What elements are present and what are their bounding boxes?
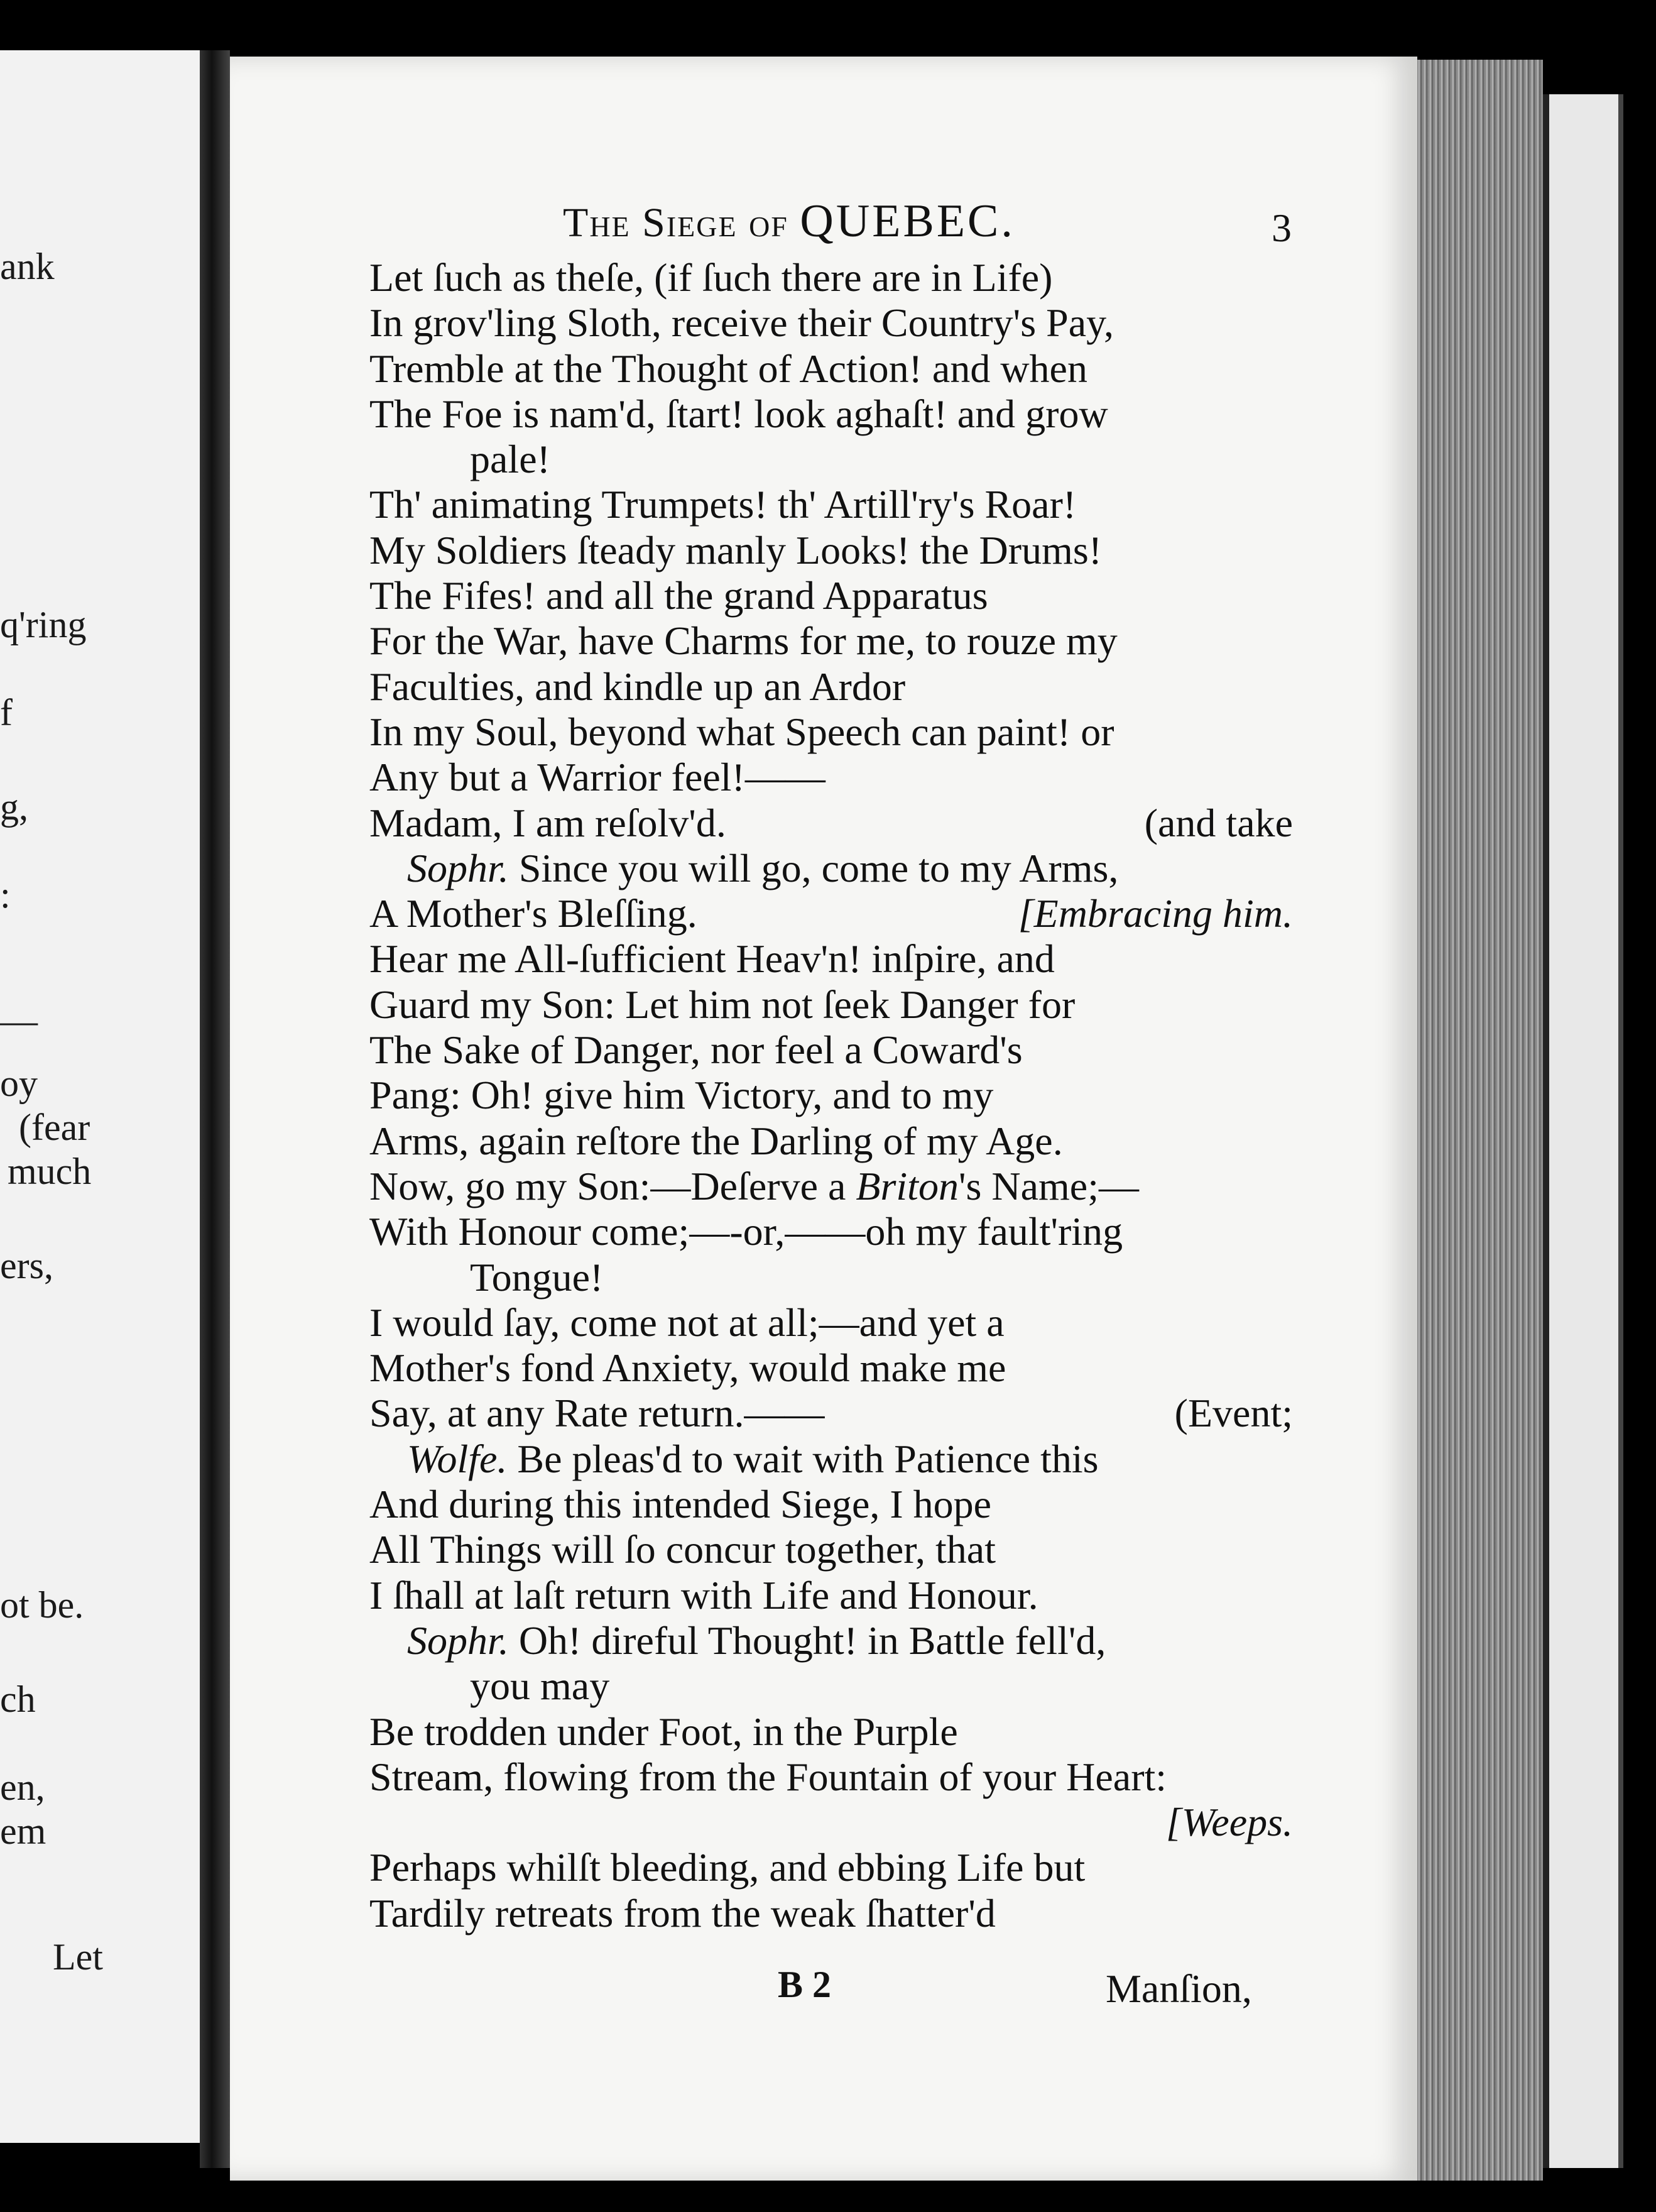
stage-continuation: (Event; [1174, 1391, 1293, 1436]
left-fragment: ank [0, 246, 55, 287]
text-line: Tremble at the Thought of Action! and when [369, 346, 1087, 391]
text-line: The Foe is nam'd, ſtart! look aghaſt! and grow [369, 391, 1108, 436]
left-facing-page [0, 50, 204, 2143]
left-fragment: oy [0, 1063, 38, 1104]
left-fragment: ot be. [0, 1584, 84, 1626]
running-head-prefix: The Siege of [563, 200, 788, 246]
italic-word: Briton [856, 1163, 959, 1208]
stage-direction: [Embracing him. [1018, 891, 1293, 936]
text-line: you may [470, 1663, 610, 1709]
text-line: Stream, flowing from the Fountain of your Heart: [369, 1754, 1167, 1799]
left-fragment: Let [53, 1936, 103, 1978]
text-line: Guard my Son: Let him not ſeek Danger for [369, 982, 1076, 1027]
stage-continuation: (and take [1144, 800, 1293, 845]
text-line: Tardily retreats from the weak ſhatter'd [369, 1890, 996, 1936]
text-line: Any but a Warrior feel!—— [369, 755, 825, 800]
left-fragment: em [0, 1810, 46, 1852]
text-line: In my Soul, beyond what Speech can paint! or [369, 709, 1114, 754]
speaker-name: Wolfe. [407, 1436, 508, 1481]
speech-line: Wolfe. Be pleas'd to wait with Patience this [407, 1436, 1099, 1481]
speaker-name: Sophr. [407, 1618, 509, 1663]
text-line: I would ſay, come not at all;—and yet a [369, 1300, 1005, 1345]
text-line: Th' animating Trumpets! th' Artill'ry's Roar! [369, 482, 1077, 527]
text-line: Let ſuch as theſe, (if ſuch there are in Life) [369, 255, 1053, 300]
text-line: Arms, again reſtore the Darling of my Age. [369, 1118, 1063, 1163]
text-line: The Sake of Danger, nor feel a Coward's [369, 1027, 1023, 1073]
back-cover [1543, 94, 1623, 2168]
text-line: Pang: Oh! give him Victory, and to my [369, 1073, 994, 1118]
left-fragment: f [0, 692, 13, 733]
text-line: And during this intended Siege, I hope [369, 1482, 992, 1527]
text-line: Mother's fond Anxiety, would make me [369, 1345, 1006, 1391]
text-line: Hear me All-ſufficient Heav'n! inſpire, and [369, 936, 1055, 982]
text-line: The Fifes! and all the grand Apparatus [369, 573, 988, 618]
text-line: A Mother's Bleſſing. [Embracing him. [369, 891, 1293, 936]
text-line: My Soldiers ſteady manly Looks! the Drums! [369, 527, 1103, 572]
text-line: Say, at any Rate return.—— (Event; [369, 1391, 1293, 1436]
left-fragment: ers, [0, 1245, 53, 1286]
left-fragment: ch [0, 1678, 36, 1720]
book-gutter [200, 50, 230, 2168]
text-line: Madam, I am reſolv'd. (and take [369, 800, 1293, 845]
left-fragment: g, [0, 786, 28, 828]
text-line: Perhaps whilſt bleeding, and ebbing Life but [369, 1845, 1086, 1890]
left-fragment: (fear [19, 1107, 90, 1148]
left-fragment: — [0, 1000, 38, 1041]
running-head-place: QUEBEC. [800, 195, 1015, 247]
stage-direction: [Weeps. [1165, 1800, 1293, 1845]
signature-mark: B 2 [778, 1964, 832, 2005]
left-fragment: : [0, 874, 11, 916]
speech-line: Sophr. Since you will go, come to my Arms, [407, 845, 1119, 890]
text-line: For the War, have Charms for me, to rouze my [369, 618, 1118, 664]
left-fragment: q'ring [0, 604, 87, 645]
text-line: With Honour come;—-or,——oh my fault'ring [369, 1209, 1123, 1254]
text-line: Now, go my Son:—Deſerve a Briton's Name;— [369, 1163, 1139, 1208]
text-line: Be trodden under Foot, in the Purple [369, 1709, 958, 1754]
text-line: Faculties, and kindle up an Ardor [369, 664, 906, 709]
text-line: All Things will ſo concur together, that [369, 1527, 996, 1572]
page-edges [1417, 60, 1543, 2181]
page-number: 3 [1272, 205, 1292, 250]
left-fragment: en, [0, 1766, 45, 1808]
play-text [369, 255, 1293, 1936]
left-fragment: much [8, 1151, 92, 1192]
speech-line: Sophr. Oh! direful Thought! in Battle fell'd, [407, 1618, 1106, 1663]
running-head [563, 195, 1015, 248]
catchword: Manſion, [1106, 1966, 1252, 2011]
text-line [369, 1800, 1293, 1845]
text-line: In grov'ling Sloth, receive their Country's Pay, [369, 300, 1114, 346]
text-line: I ſhall at laſt return with Life and Honour. [369, 1572, 1038, 1618]
text-line: Tongue! [470, 1254, 604, 1300]
text-line: pale! [470, 437, 550, 482]
speaker-name: Sophr. [407, 845, 509, 890]
